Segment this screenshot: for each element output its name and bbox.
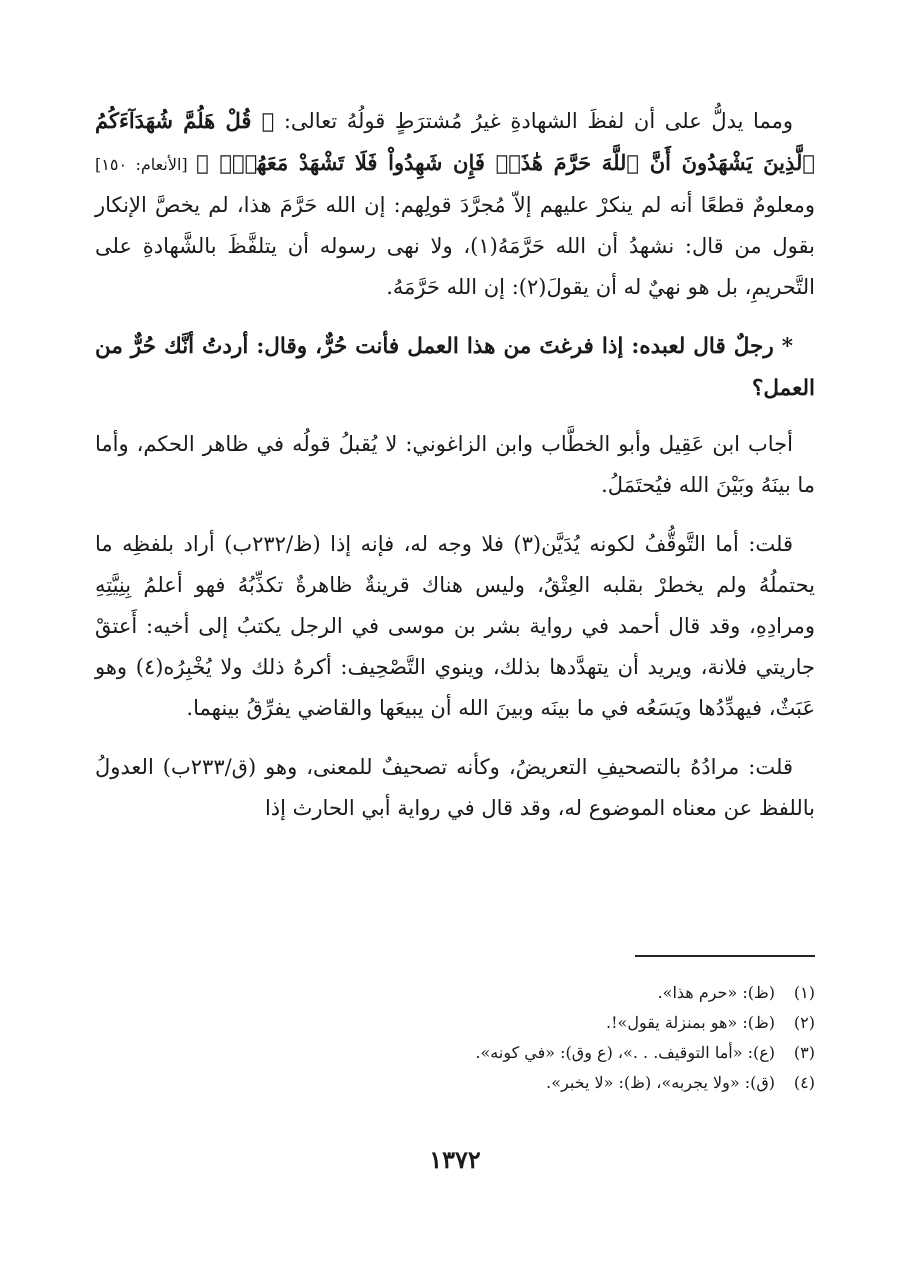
footnote-2 xyxy=(95,1008,815,1038)
footnote-number: (٢) xyxy=(793,1013,815,1032)
footnote-text: (ق): «ولا يجربه»، (ظ): «لا يخبر». xyxy=(546,1073,775,1092)
page-number: ١٣٧٢ xyxy=(429,1145,481,1174)
footnote-text: (ظ): «هو بمنزلة يقول»!. xyxy=(606,1013,775,1032)
footnote-number: (٤) xyxy=(793,1073,815,1092)
quran-verse: ﴿ قُلْ هَلُمَّ شُهَدَآءَكُمُ ٱلَّذِينَ يَشْهَدُونَ أَنَّ ٱللَّهَ حَرَّمَ هَٰذَاۖ فَإِن شَهِدُواْ فَلَا تَشْهَدْ مَعَهُمْۚ ﴾ xyxy=(95,108,815,175)
paragraph-1 xyxy=(95,100,815,308)
footnote-1 xyxy=(95,978,815,1008)
footnote-number: (٣) xyxy=(793,1043,815,1062)
paragraph-answer: أجاب ابن عَقِيل وأبو الخطَّاب وابن الزاغوني: لا يُقبلُ قولُه في ظاهر الحكم، وأما ما بينَهُ وبَيْنَ الله فيُحتَمَلُ. xyxy=(95,432,815,497)
paragraph-1-body: ومعلومٌ قطعًا أنه لم ينكرْ عليهم إلاّ مُجرَّدَ قولِهم: إن الله حَرَّمَ هذا، لم يخصَّ الإنكار بقول من قال: نشهدُ أن الله حَرَّمَهُ(١)، ولا نهى رسوله أن يتلفَّظَ بالشَّهادةِ على التَّحريمِ، بل هو نهيٌ له أن يقولَ(٢): إن الله حَرَّمَهُ. xyxy=(95,193,815,299)
document-page xyxy=(95,100,815,1200)
paragraph-commentary-1: قلت: أما التَّوقُّفُ لكونه يُدَيَّن(٣) فلا وجه له، فإنه إذا (ظ/٢٣٢ب) أراد بلفظِه ما يحتملُهُ ولم يخطرْ بقلبه العِتْقُ، وليس هناك قرينةٌ ظاهرةٌ تكذِّبُهُ فهو أعلمُ بِنِيَّتِهِ ومرادِهِ، وقد قال أحمد في رواية بشر بن موسى في الرجل يكتبُ إلى أخيه: أَعتقْ جاريتي فلانة، ويريد أن يتهدَّدها بذلك، وينوي التَّصْحِيف: أكرهُ ذلك ولا يُخْبِرُه(٤) وهو عَبَثٌ، فيهدِّدُها ويَسَعُه في ما بينَه وبينَ الله أن يبيعَها والقاضي يفرِّقُ بينهما. xyxy=(95,532,815,720)
footnote-divider xyxy=(635,955,815,957)
footnote-4 xyxy=(95,1068,815,1098)
verse-citation: [الأنعام: ١٥٠] xyxy=(95,155,197,174)
footnote-text: (ظ): «حرم هذا». xyxy=(657,983,775,1002)
footnotes-section xyxy=(95,978,815,1098)
question-heading: * رجلٌ قال لعبده: إذا فرغتَ من هذا العمل فأنت حُرٌّ، وقال: أردتُ أنَّك حُرٌّ من العمل؟ xyxy=(95,334,815,401)
paragraph-commentary-2: قلت: مرادُهُ بالتصحيفِ التعريضُ، وكأنه تصحيفٌ للمعنى، وهو (ق/٢٣٣ب) العدولُ باللفظ عن معناه الموضوع له، وقد قال في رواية أبي الحارث إذا xyxy=(95,755,815,820)
paragraph-1-intro: ومما يدلُّ على أن لفظَ الشهادةِ غيرُ مُشترَطٍ قولُهُ تعالى: xyxy=(274,109,793,133)
footnote-3 xyxy=(95,1038,815,1068)
footnote-number: (١) xyxy=(793,983,815,1002)
footnote-text: (ع): «أما التوقيف. . .»، (ع وق): «في كونه». xyxy=(475,1043,775,1062)
